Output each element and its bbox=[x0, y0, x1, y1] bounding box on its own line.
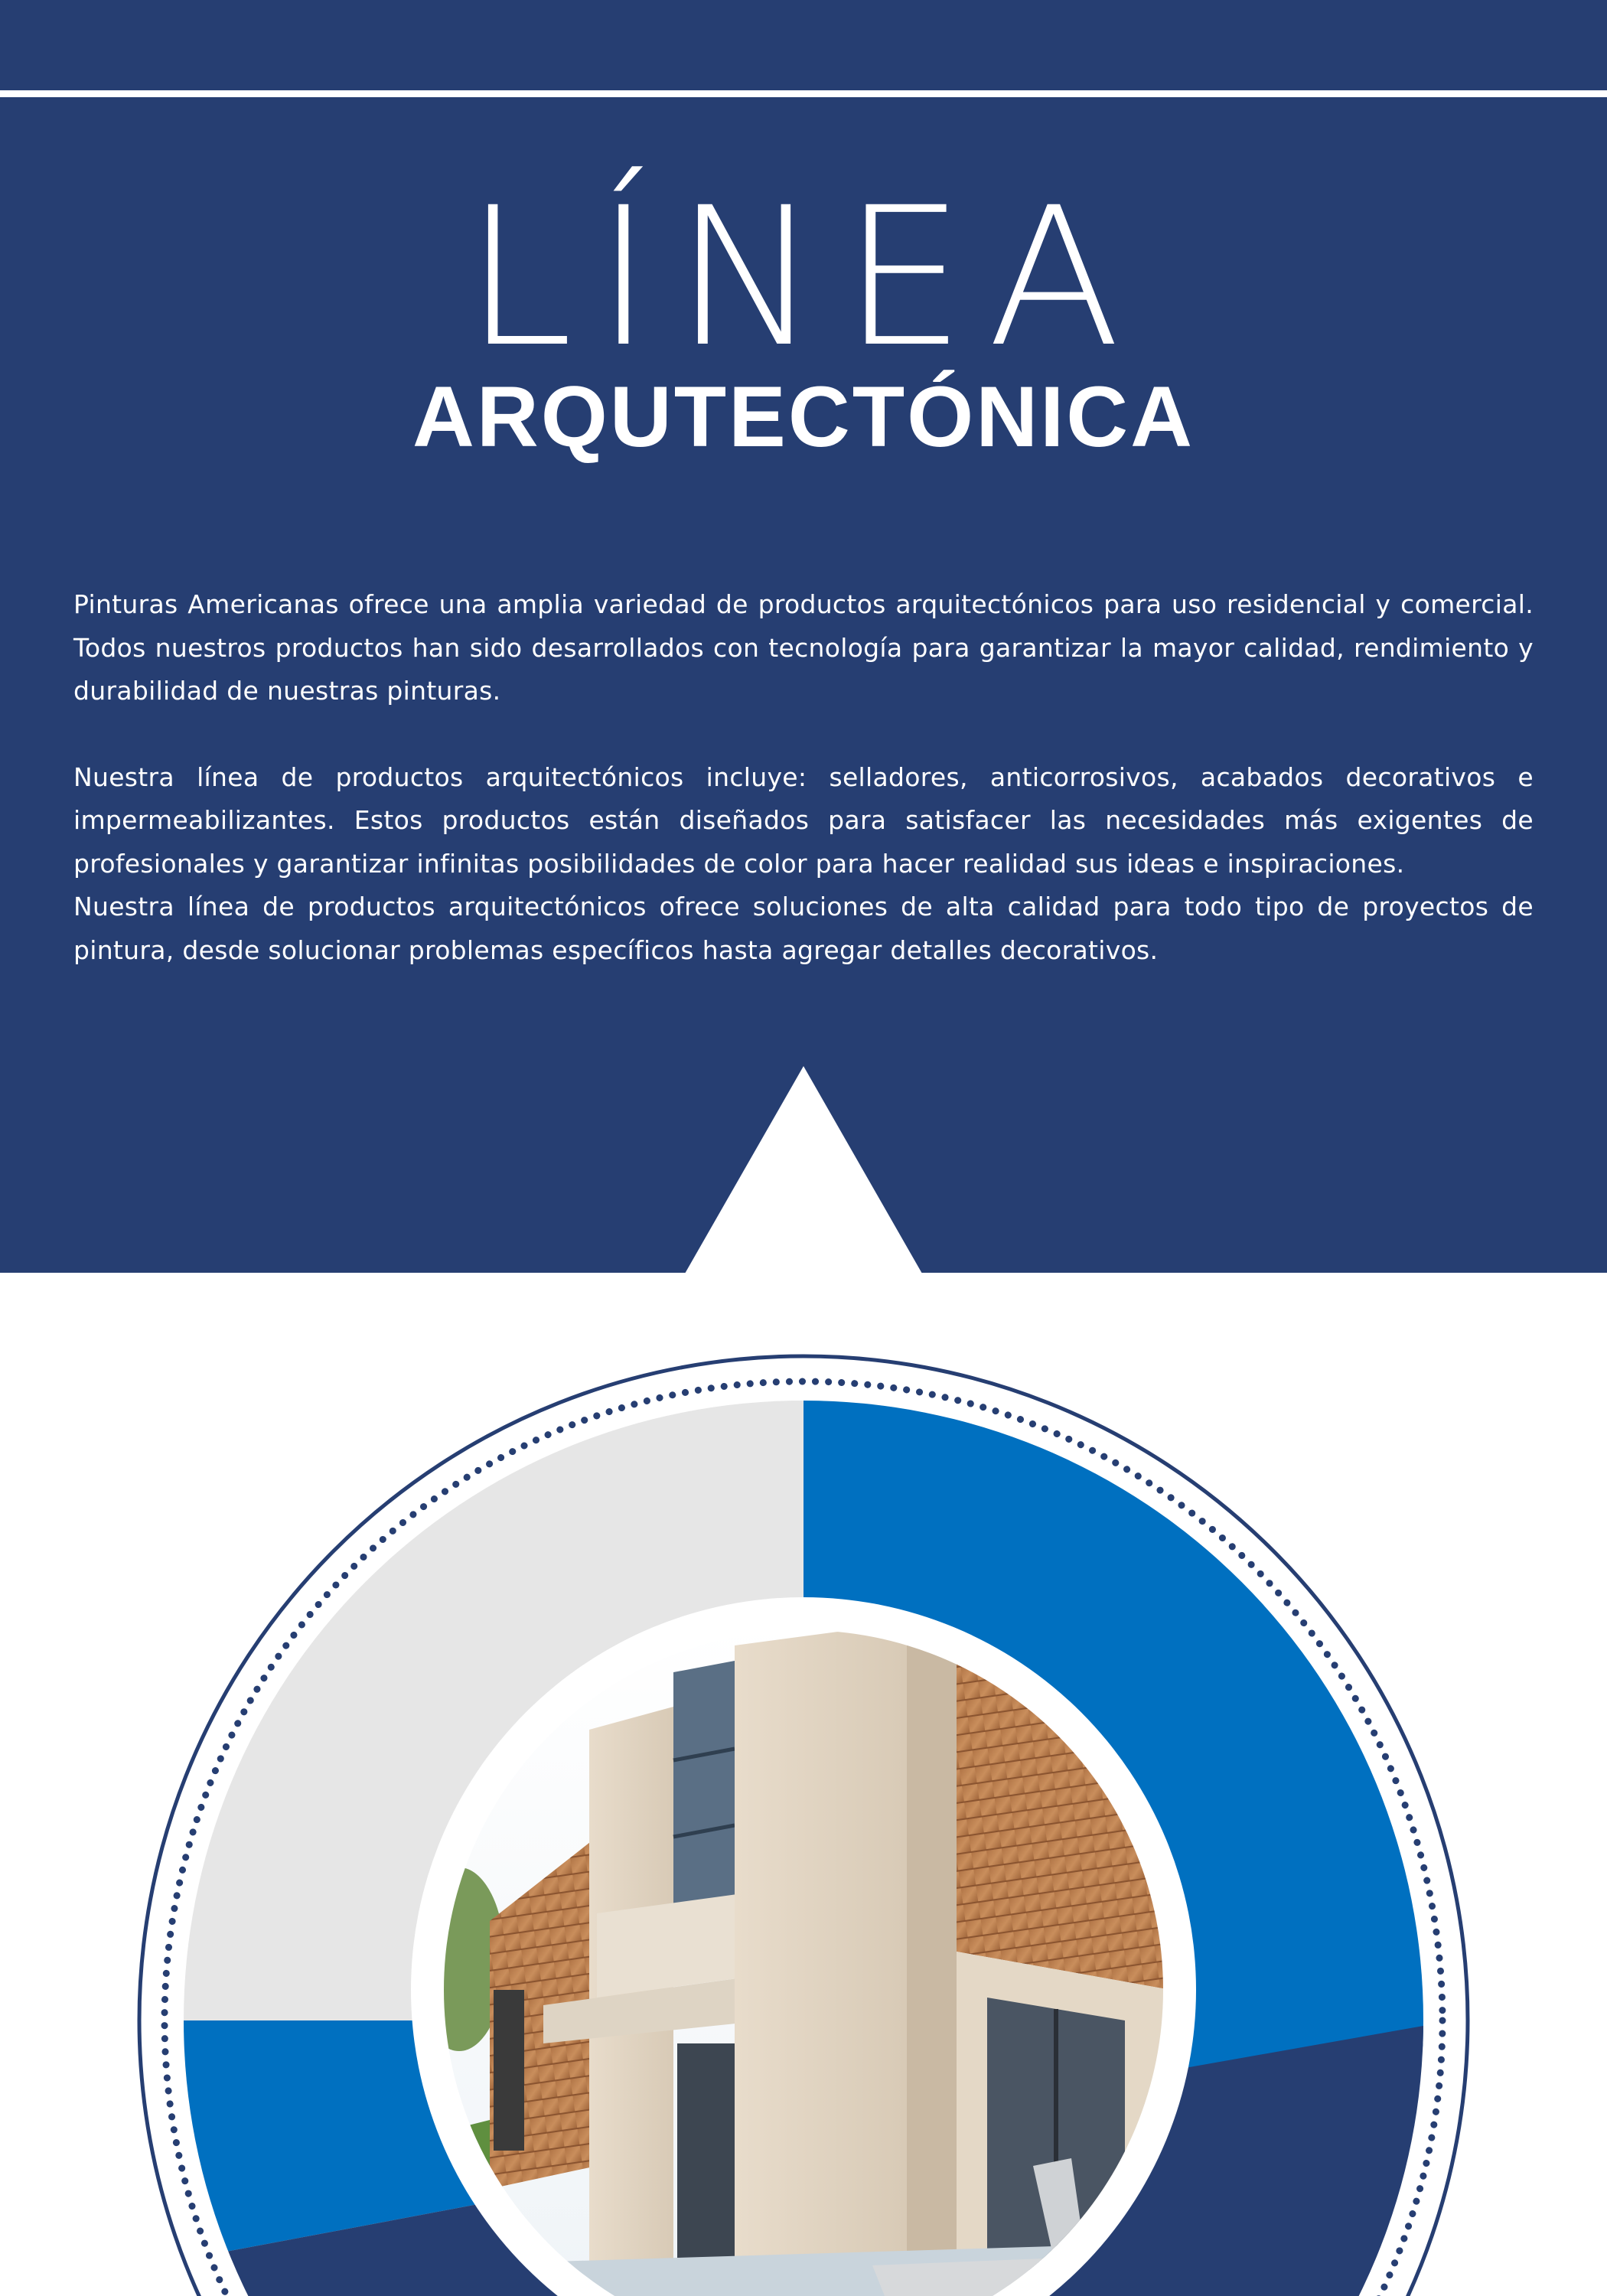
title-line-2: ARQUTECTÓNICA bbox=[412, 369, 1195, 465]
paragraph-1: Pinturas Americanas ofrece una amplia variedad de productos arquitectónicos para uso residencial y comercial. Todos nuestros productos han sido desarrollados con tecnología para garantizar la mayor calidad, rendimiento y durabilidad de nuestras pinturas. bbox=[73, 589, 1534, 706]
paragraph-3: Nuestra línea de productos arquitectónicos ofrece soluciones de alta calidad para todo tipo de proyectos de pintura, desde solucionar problemas específicos hasta agregar detalles decorativos. bbox=[73, 892, 1534, 965]
paragraph-2: Nuestra línea de productos arquitectónicos incluye: selladores, anticorrosivos, acabados decorativos e impermeabilizantes. Estos productos están diseñados para satisfacer las necesidades más exigentes de profesionales y garantizar infinitas posibilidades de color para hacer realidad sus ideas e inspiraciones. bbox=[73, 762, 1534, 879]
title-line-1: LÍNEA bbox=[464, 166, 1143, 389]
